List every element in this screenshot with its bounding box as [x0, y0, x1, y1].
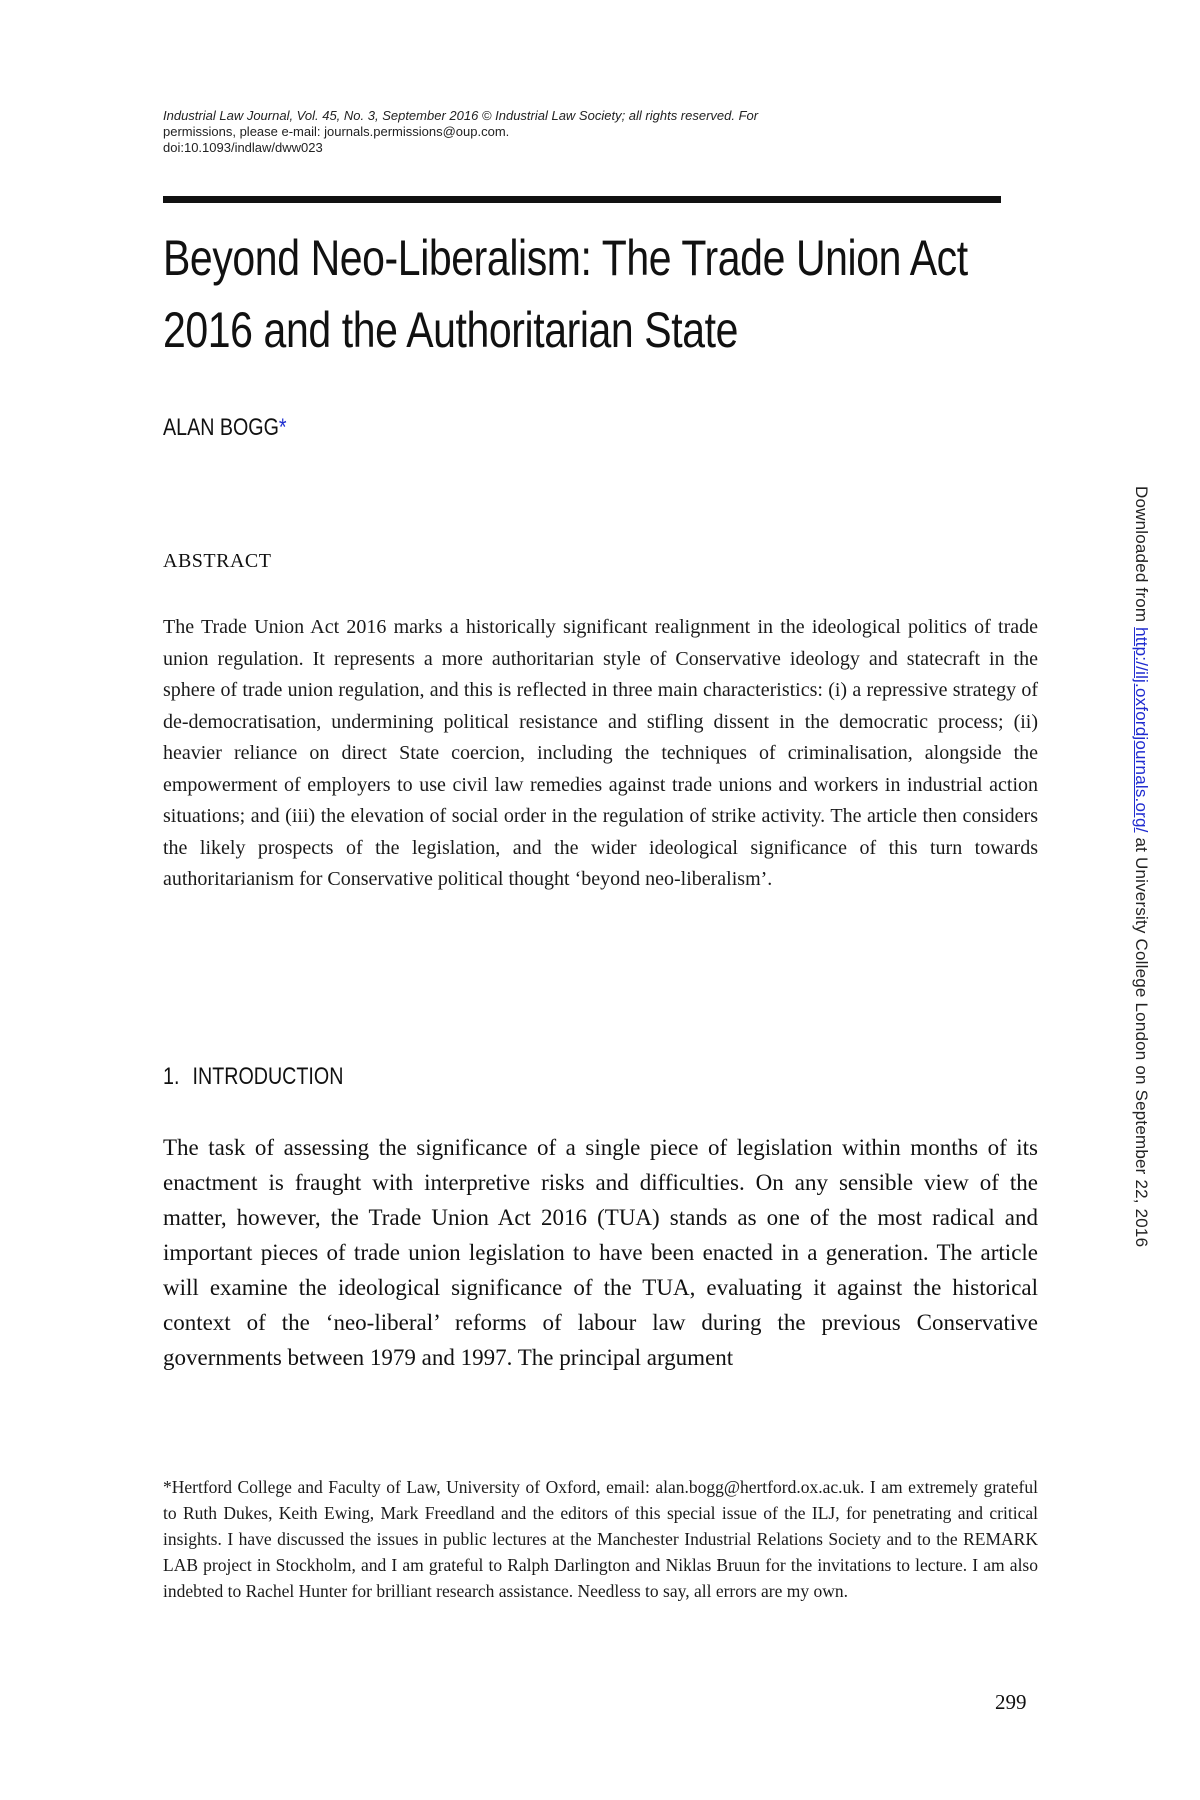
title-rule — [163, 196, 1001, 203]
author-footnote-link[interactable]: * — [278, 414, 287, 441]
page-number: 299 — [995, 1690, 1027, 1714]
author-text: ALAN BOGG — [163, 414, 279, 441]
section-heading-introduction — [163, 1063, 343, 1091]
introduction-text: The task of assessing the significance of a single piece of legislation within months of its enactment is fraught with interpretive risks and difficulties. On any sensible view of the matter, however, the Trade Union Act 2016 (TUA) stands as one of the most radical and important pieces of trade union legislation to have been enacted in a generation. The article will examine the ideological significance of the TUA, evaluating it against the historical context of the ‘neo-liberal’ reforms of labour law during the previous Conservative governments between 1979 and 1997. The principal argument — [163, 1135, 1038, 1370]
journal-link[interactable]: http://ilj.oxfordjournals.org/ — [1132, 627, 1151, 833]
citation-line-1: Industrial Law Journal, Vol. 45, No. 3, September 2016 © Industrial Law Society; all rights reserved. For — [163, 108, 759, 123]
article-title — [163, 222, 1043, 366]
citation-doi: doi:10.1093/indlaw/dww023 — [163, 140, 323, 155]
title-line-1: Beyond Neo-Liberalism: The Trade Union Act — [163, 230, 968, 286]
section-title: INTRODUCTION — [192, 1063, 344, 1090]
author-name — [163, 414, 287, 442]
title-line-2: 2016 and the Authoritarian State — [163, 302, 738, 358]
download-watermark — [1131, 486, 1151, 1247]
citation-line-2: permissions, please e-mail: journals.permissions@oup.com. — [163, 124, 510, 139]
author-footnote: *Hertford College and Faculty of Law, University of Oxford, email: alan.bogg@hertford.ox.ac.uk. I am extremely grateful to Ruth Dukes, Keith Ewing, Mark Freedland and the editors of this special issue of the ILJ, for penetrating and critical insights. I have discussed the issues in public lectures at the Manchester Industrial Relations Society and to the REMARK LAB project in Stockholm, and I am grateful to Ralph Darlington and Niklas Bruun for the invitations to lecture. I am also indebted to Rachel Hunter for brilliant research assistance. Needless to say, all errors are my own. — [163, 1477, 1038, 1601]
abstract-heading: ABSTRACT — [163, 550, 272, 572]
download-suffix: at University College London on September 22, 2016 — [1132, 832, 1151, 1248]
download-prefix: Downloaded from — [1132, 486, 1151, 628]
section-number: 1. — [163, 1063, 180, 1090]
journal-citation — [163, 108, 883, 156]
abstract-text: The Trade Union Act 2016 marks a historically significant realignment in the ideological politics of trade union regulation. It represents a more authoritarian style of Conservative ideology and statecraft in the sphere of trade union regulation, and this is reflected in three main characteristics: (i) a repressive strategy of de-democratisation, undermining political resistance and stifling dissent in the democratic process; (ii) heavier reliance on direct State coercion, including the techniques of criminalisation, alongside the empowerment of employers to use civil law remedies against trade unions and workers in industrial action situations; and (iii) the elevation of social order in the regulation of strike activity. The article then considers the likely prospects of the legislation, and the wider ideological significance of this turn towards authoritarianism for Conservative political thought ‘beyond neo-liberalism’. — [163, 616, 1038, 890]
